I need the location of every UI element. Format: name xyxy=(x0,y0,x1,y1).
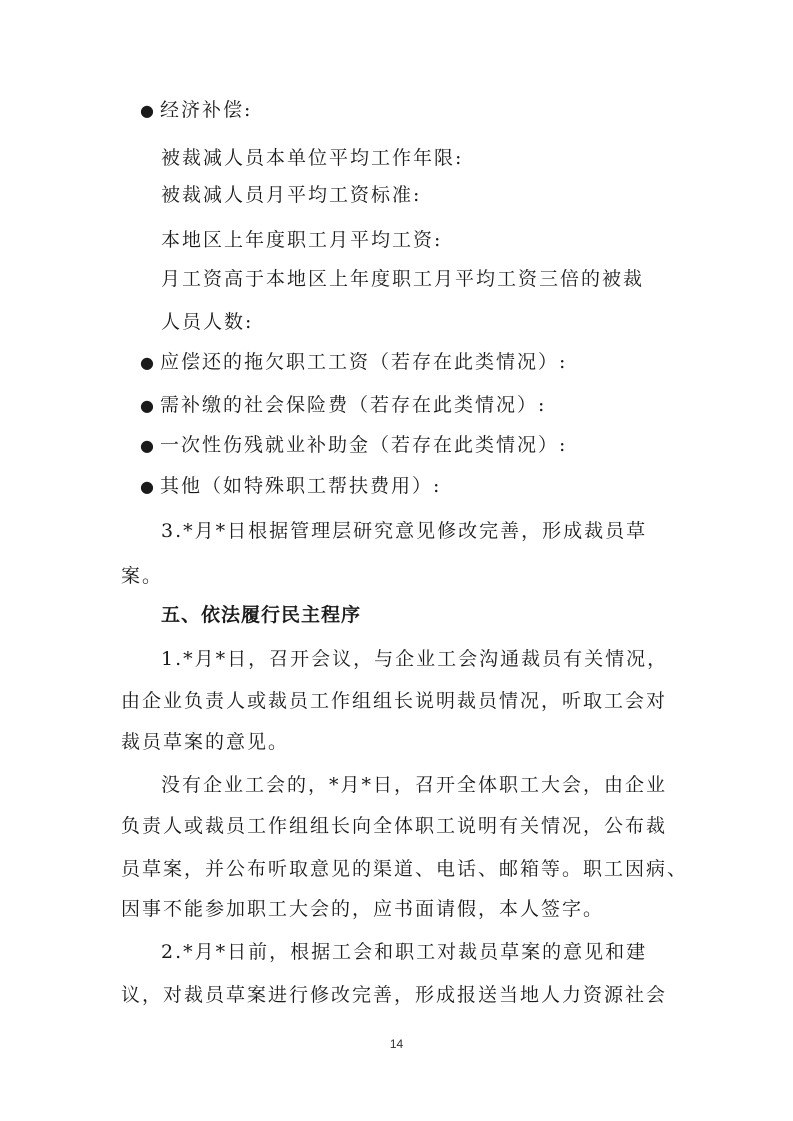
paragraph-no-union-line2: 负责人或裁员工作组组长向全体职工说明有关情况，公布裁 xyxy=(121,815,668,837)
paragraph-1-line1: 1.*月*日，召开会议，与企业工会沟通裁员有关情况， xyxy=(161,648,669,670)
bullet-other-costs: ● 其他（如特殊职工帮扶费用）: xyxy=(140,474,441,499)
paragraph-2-line1: 2.*月*日前，根据工会和职工对裁员草案的意见和建 xyxy=(161,941,648,963)
bullet-social-insurance: ● 需补缴的社会保险费（若存在此类情况）: xyxy=(140,393,546,418)
item-regional-average-wage: 本地区上年度职工月平均工资: xyxy=(161,229,443,251)
paragraph-no-union-line1: 没有企业工会的，*月*日，召开全体职工大会，由企业 xyxy=(161,774,668,796)
paragraph-1-line2: 由企业负责人或裁员工作组组长说明裁员情况，听取工会对 xyxy=(121,690,668,712)
paragraph-3-line1: 3.*月*日根据管理层研究意见修改完善，形成裁员草 xyxy=(161,520,648,542)
section-heading-5: 五、依法履行民主程序 xyxy=(161,604,362,626)
item-high-wage-count-line2: 人员人数: xyxy=(161,311,254,333)
bullet-economic-compensation: ● 经济补偿: xyxy=(140,98,252,123)
paragraph-3-line2: 案。 xyxy=(121,565,164,587)
bullet-disability-subsidy: ● 一次性伤残就业补助金（若存在此类情况）: xyxy=(140,433,567,458)
item-average-work-years: 被裁减人员本单位平均工作年限: xyxy=(161,147,464,169)
paragraph-2-line2: 议，对裁员草案进行修改完善，形成报送当地人力资源社会 xyxy=(121,984,668,1006)
paragraph-no-union-line3: 员草案，并公布听取意见的渠道、电话、邮箱等。职工因病、 xyxy=(121,858,689,880)
paragraph-1-line3: 裁员草案的意见。 xyxy=(121,731,290,753)
bullet-unpaid-wages: ● 应偿还的拖欠职工工资（若存在此类情况）: xyxy=(140,350,567,375)
page-number: 14 xyxy=(389,1037,404,1051)
item-high-wage-count-line1: 月工资高于本地区上年度职工月平均工资三倍的被裁 xyxy=(161,268,645,290)
item-monthly-wage-standard: 被裁减人员月平均工资标准: xyxy=(161,184,422,206)
paragraph-no-union-line4: 因事不能参加职工大会的，应书面请假，本人签字。 xyxy=(121,898,605,920)
